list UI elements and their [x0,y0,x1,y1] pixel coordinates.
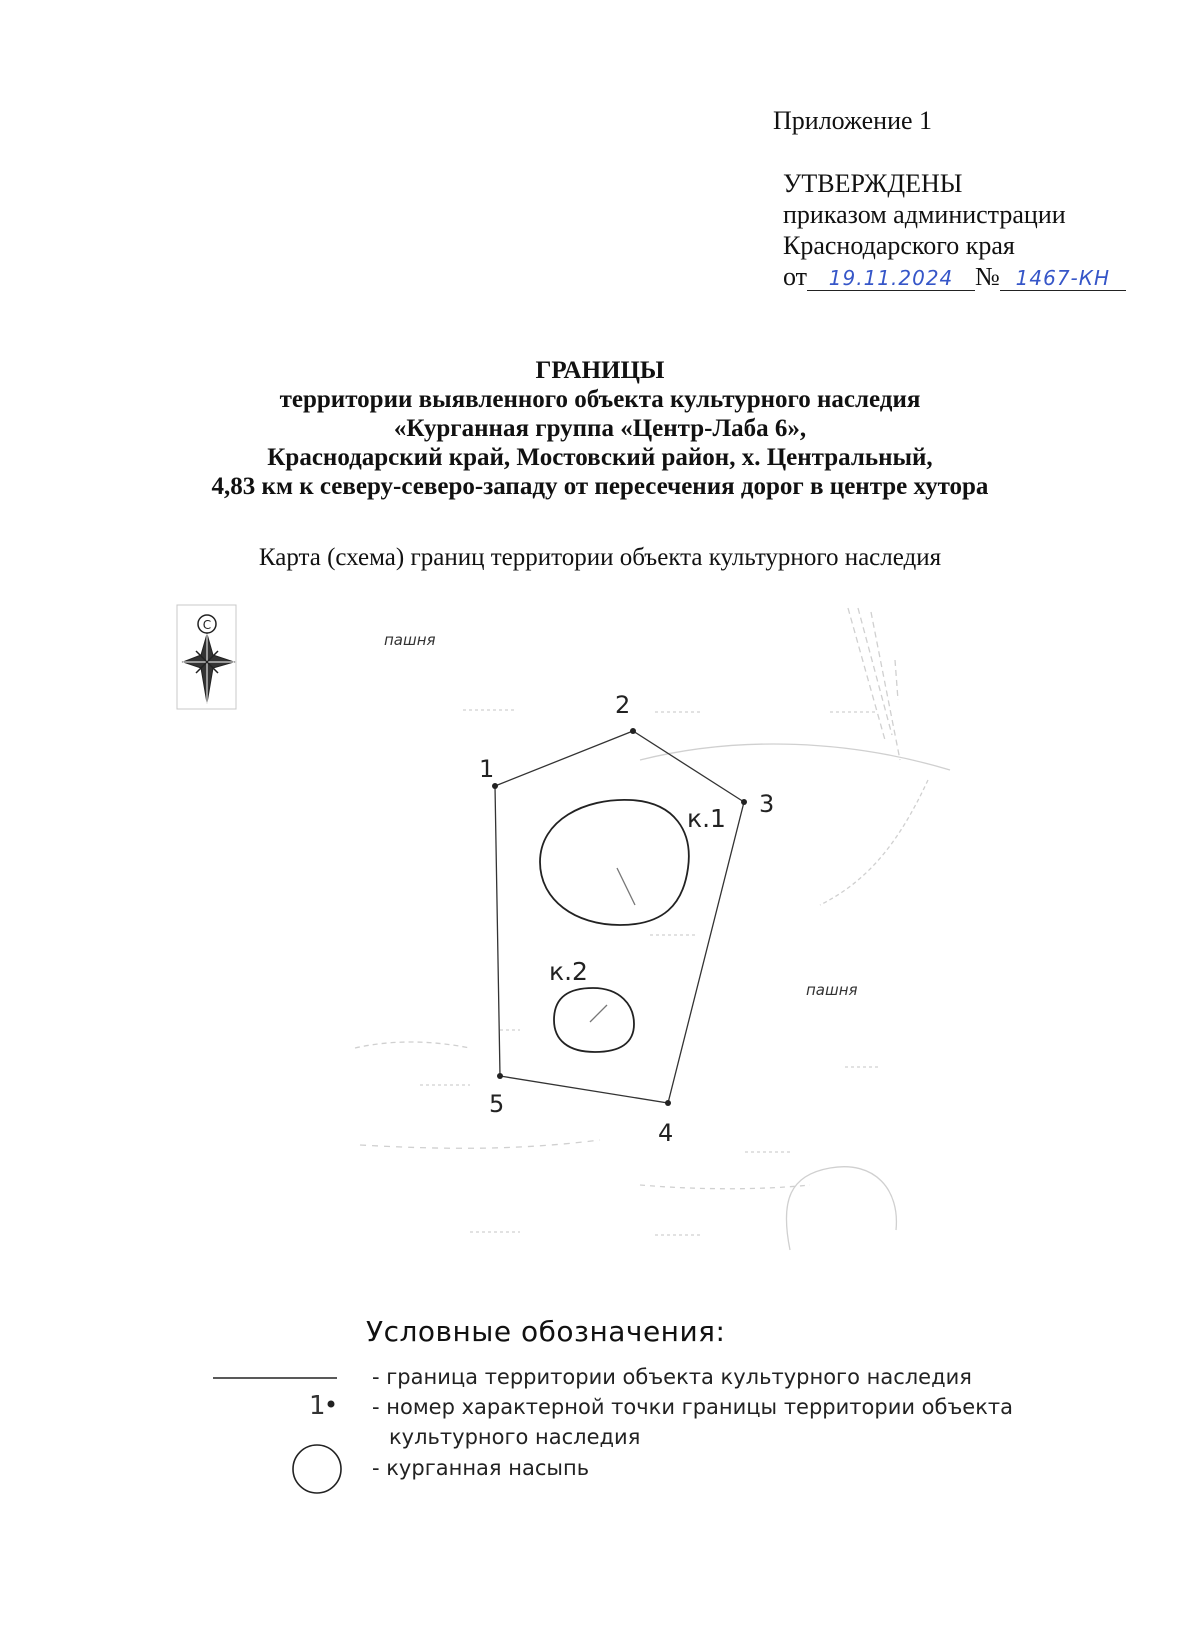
heading-line-3: Краснодарский край, Мостовский район, х. Центральный, [267,444,933,471]
boundary-map [0,590,1200,1270]
basemap-traces [355,608,950,1250]
mound-label-2: к.2 [549,957,588,986]
legend-symbols [200,1365,360,1497]
legend-item-boundary: - граница территории объекта культурного наследия [372,1365,972,1389]
number-prefix: № [975,262,1000,291]
legend-point-dot-sample [328,1401,335,1408]
mound-label-1: к.1 [687,804,726,833]
handwritten-number: 1467-КН [1015,266,1111,290]
heading-line-2: «Курганная группа «Центр-Лаба 6», [393,415,807,442]
boundary-point [741,799,747,805]
mound-2-outline [554,988,634,1052]
field-label-top: пашня [384,631,436,649]
approved-label: УТВЕРЖДЕНЫ [783,169,963,198]
point-label-3: 3 [759,790,775,818]
legend-point-number-sample: 1 [309,1391,326,1421]
legend-title: Условные обозначения: [366,1315,726,1348]
mound-1-hatch [617,868,635,905]
order-line-1: приказом администрации [783,200,1066,229]
boundary-point [492,783,498,789]
order-line-2: Краснодарского края [783,231,1015,260]
document-heading [0,356,1200,501]
handwritten-date: 19.11.2024 [828,266,954,290]
appendix-label: Приложение 1 [773,106,933,135]
point-label-2: 2 [615,691,631,719]
date-prefix: от [783,262,808,291]
approval-block [783,168,1126,292]
compass-letter: С [202,618,212,632]
legend-item-point-number: - номер характерной точки границы территории объекта [372,1395,1014,1419]
boundary-point [630,728,636,734]
heading-title: ГРАНИЦЫ [535,357,665,384]
map-caption: Карта (схема) границ территории объекта культурного наследия [258,544,942,571]
heading-line-4: 4,83 км к северу-северо-западу от пересечения дорог в центре хутора [211,473,989,500]
boundary-points [492,728,747,1106]
heading-line-1: территории выявленного объекта культурного наследия [279,386,921,413]
point-label-4: 4 [658,1119,674,1147]
legend-mound-sample-icon [293,1445,341,1493]
legend-item-point-number-cont: культурного наследия [389,1425,641,1449]
mound-1-outline [540,800,689,925]
boundary-point [497,1073,503,1079]
field-label-right: пашня [806,981,858,999]
date-field [807,265,975,291]
legend-item-mound: - курганная насыпь [372,1456,590,1480]
point-label-1: 1 [479,755,495,783]
order-date-number-line [783,261,1126,292]
north-arrow-icon [177,605,236,709]
point-label-5: 5 [489,1090,505,1118]
mound-2-hatch [590,1005,607,1022]
boundary-point [665,1100,671,1106]
number-field [1000,265,1126,291]
